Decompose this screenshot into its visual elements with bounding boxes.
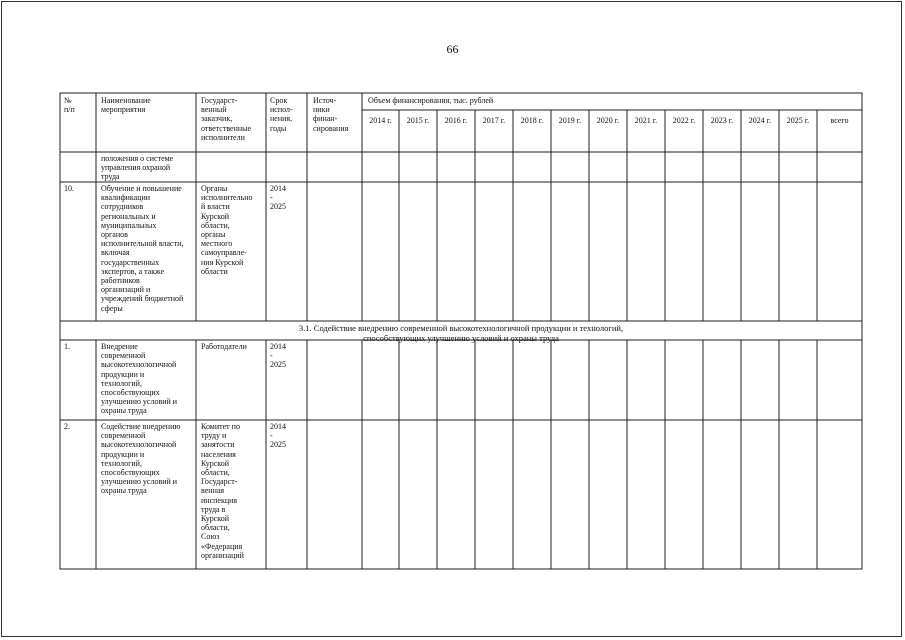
year-header: 2024 г. [748, 116, 772, 125]
year-header: 2014 г. [369, 116, 392, 125]
header-financing: Объем финансирования, тыс. рублей [368, 96, 494, 105]
year-header: 2017 г. [482, 116, 506, 125]
row-10-term: 2014 - 2025 [270, 184, 286, 212]
year-header: 2023 г. [710, 116, 734, 125]
row-1-term: 2014 - 2025 [270, 342, 286, 370]
year-header: 2016 г. [444, 116, 468, 125]
row-10-name: Обучение и повышение квалификации сотрудников региональных и муниципальных органов исполнительной власти, включая государственных экспертов, а также работников организаций и учреждений бюджетной сферы [101, 184, 184, 313]
year-header: 2021 г. [634, 116, 658, 125]
row-1-customer: Работодатели [201, 342, 247, 351]
row-1-name: Внедрение современной высокотехнологичной продукции и технологий, способствующих улучшению условий и охраны труда [101, 342, 178, 416]
year-header: 2020 г. [596, 116, 620, 125]
row-2-num: 2. [64, 422, 70, 431]
year-header: 2022 г. [672, 116, 696, 125]
year-header: 2015 г. [406, 116, 430, 125]
row-2-customer: Комитет по труду и занятости населения Курской области, Государст- венная инспекция труда в Курской области, Союз «Федерация организаций [201, 422, 244, 560]
year-header: 2025 г. [786, 116, 810, 125]
header-source: Источ- ники финан- сирования [313, 96, 349, 133]
header-name: Наименование мероприятия [101, 96, 151, 115]
row-1-num: 1. [64, 342, 70, 351]
header-customer: Государст- венный заказчик, ответственные исполнители [201, 96, 252, 142]
header-term: Срок испол- нения, годы [270, 96, 293, 133]
row-10-customer: Органы исполнительно й власти Курской области, органы местного самоуправле- ния Курской области [201, 184, 253, 276]
year-header: 2018 г. [520, 116, 544, 125]
row-2-term: 2014 - 2025 [270, 422, 286, 450]
year-header: 2019 г. [558, 116, 582, 125]
header-num: № п/п [64, 96, 75, 115]
year-header: всего [830, 116, 849, 125]
page-number: 66 [446, 42, 459, 56]
row-10-num: 10. [64, 184, 74, 193]
row-2-name: Содействие внедрению современной высокотехнологичной продукции и технологий, способствующих улучшению условий и охраны труда [101, 422, 181, 496]
row-continuation-name: положения о системе управления охраной труда [101, 154, 174, 182]
section-title: 3.1. Содействие внедрению современной высокотехнологичной продукции и технологий, способствующих улучшению условий и охраны труда [298, 323, 624, 343]
